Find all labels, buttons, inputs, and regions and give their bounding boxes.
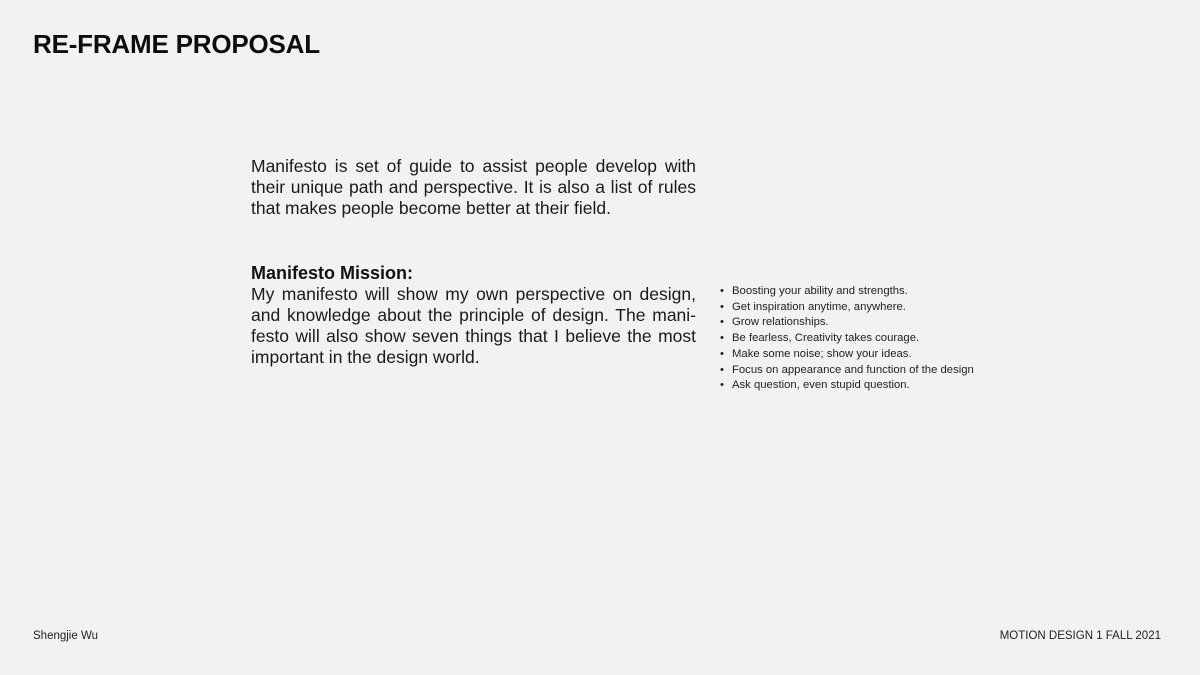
bullet-text: Get inspiration anytime, anywhere. [732, 300, 906, 313]
manifesto-bullet-list [719, 284, 1019, 394]
slide-title: RE-FRAME PROPOSAL [33, 29, 320, 59]
footer-course: MOTION DESIGN 1 FALL 2021 [999, 630, 1161, 642]
bullet-item [719, 378, 1019, 394]
bullet-marker: • [720, 347, 724, 360]
bullet-item [719, 347, 1019, 363]
mission-body: My manifesto will show my own perspective on design, and knowledge about the principle of design. The mani-festo will also show seven things that I believe the most important in the design world. [251, 284, 696, 367]
bullet-item [719, 315, 1019, 331]
bullet-marker: • [720, 300, 724, 313]
bullet-item [719, 300, 1019, 316]
bullet-text: Be fearless, Creativity takes courage. [732, 332, 920, 345]
bullet-marker: • [720, 332, 724, 345]
bullet-item [719, 331, 1019, 347]
intro-paragraph: Manifesto is set of guide to assist people develop with their unique path and perspective. It is also a list of rules that makes people become better at their field. [251, 156, 696, 218]
bullet-item [719, 363, 1019, 379]
mission-heading: Manifesto Mission: [251, 263, 414, 283]
bullet-text: Boosting your ability and strengths. [732, 285, 908, 297]
bullet-text: Grow relationships. [732, 316, 829, 329]
mission-section [251, 263, 696, 368]
bullet-marker: • [720, 285, 724, 297]
bullet-marker: • [720, 316, 724, 329]
footer-author: Shengjie Wu [33, 630, 98, 642]
bullet-marker: • [720, 379, 724, 392]
bullet-text: Ask question, even stupid question. [732, 379, 910, 392]
bullet-item [719, 284, 1019, 300]
bullet-marker: • [720, 363, 724, 376]
bullet-text: Make some noise; show your ideas. [732, 347, 912, 360]
bullet-text: Focus on appearance and function of the design [732, 363, 974, 376]
